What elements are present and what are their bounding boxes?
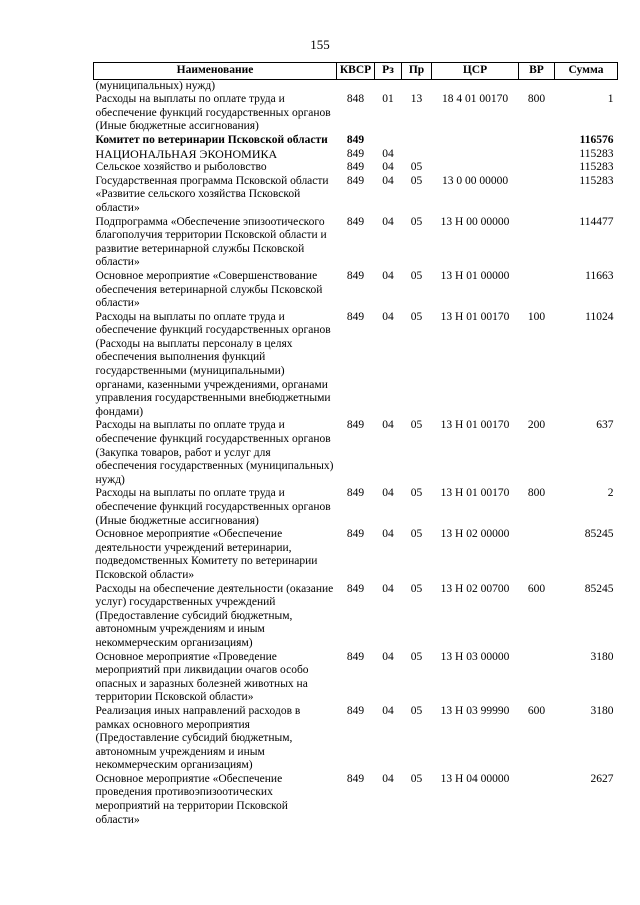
table-row <box>94 583 618 651</box>
budget-table <box>93 62 618 827</box>
cell-kvsr: 849 <box>346 215 365 228</box>
cell-sum: 114477 <box>579 215 614 228</box>
cell-csr: 13 Н 01 00170 <box>440 487 510 500</box>
cell-name: Подпрограмма «Обеспечение эпизоотического благополучия территории Псковской области и развитие ветеринарной службы Псковской области» <box>95 215 327 269</box>
cell-pr: 05 <box>410 310 423 323</box>
cell-kvsr: 849 <box>346 487 365 500</box>
cell-csr: 13 Н 03 00000 <box>440 650 510 663</box>
cell-rz: 04 <box>382 215 394 228</box>
cell-csr <box>432 134 519 148</box>
cell-csr <box>432 161 519 175</box>
cell-rz: 04 <box>382 174 394 187</box>
cell-name: (муниципальных) нужд) <box>95 79 216 92</box>
cell-pr: 05 <box>410 772 423 785</box>
cell-rz: 04 <box>382 147 394 160</box>
cell-vr <box>519 773 555 827</box>
table-row <box>94 773 618 827</box>
header-pr: Пр <box>402 63 432 80</box>
cell-name: Расходы на выплаты по оплате труда и обеспечение функций государственных органов (Закупка товаров, работ и услуг для обеспечения государственных (муниципальных) нужд) <box>95 419 334 486</box>
cell-name: Комитет по ветеринарии Псковской области <box>95 133 328 146</box>
cell-sum: 85245 <box>584 528 614 541</box>
cell-name: НАЦИОНАЛЬНАЯ ЭКОНОМИКА <box>95 146 278 161</box>
page-number: 155 <box>310 37 330 52</box>
table-row <box>94 79 618 93</box>
cell-csr: 13 Н 01 00170 <box>440 310 510 323</box>
cell-rz: 04 <box>382 582 394 595</box>
cell-sum: 3180 <box>590 650 614 663</box>
table-body <box>94 79 618 827</box>
cell-name: Основное мероприятие «Проведение мероприятий при ликвидации очагов особо опасных и заразных болезней животных на территории Псковской области» <box>95 650 309 704</box>
cell-pr: 05 <box>410 419 423 432</box>
header-csr: ЦСР <box>432 63 519 80</box>
cell-pr: 05 <box>410 161 423 174</box>
cell-vr <box>519 651 555 705</box>
table-row <box>94 148 618 162</box>
table-row <box>94 93 618 134</box>
cell-rz: 04 <box>382 704 394 717</box>
cell-vr <box>519 161 555 175</box>
cell-kvsr: 849 <box>346 528 365 541</box>
cell-sum: 115283 <box>579 174 614 187</box>
cell-vr <box>519 79 555 93</box>
cell-pr <box>402 148 432 162</box>
cell-csr: 13 Н 01 00170 <box>440 419 510 432</box>
cell-sum: 116576 <box>579 133 614 146</box>
cell-pr: 05 <box>410 582 423 595</box>
cell-csr: 18 4 01 00170 <box>441 93 509 106</box>
table-row <box>94 528 618 582</box>
cell-rz: 04 <box>382 269 394 282</box>
cell-csr: 13 Н 00 00000 <box>440 215 510 228</box>
cell-sum: 2627 <box>590 772 614 785</box>
table-row <box>94 419 618 487</box>
cell-sum: 11663 <box>585 269 614 282</box>
cell-csr: 13 Н 03 99990 <box>440 704 510 717</box>
table-row <box>94 311 618 420</box>
cell-rz: 04 <box>382 161 394 174</box>
cell-csr: 13 Н 02 00000 <box>440 528 510 541</box>
cell-kvsr: 849 <box>346 147 365 160</box>
cell-rz <box>375 134 402 148</box>
cell-csr <box>432 148 519 162</box>
cell-sum: 3180 <box>590 704 614 717</box>
cell-rz: 04 <box>382 772 394 785</box>
table-row <box>94 134 618 148</box>
header-sum: Сумма <box>555 63 618 80</box>
cell-sum <box>555 79 618 93</box>
cell-pr: 05 <box>410 650 423 663</box>
cell-sum: 11024 <box>585 310 614 323</box>
cell-kvsr: 849 <box>346 419 365 432</box>
cell-csr: 13 Н 04 00000 <box>440 772 510 785</box>
cell-kvsr: 849 <box>346 772 365 785</box>
cell-sum: 1 <box>607 93 614 106</box>
table-row <box>94 161 618 175</box>
cell-pr: 05 <box>410 269 423 282</box>
cell-kvsr: 849 <box>346 133 365 146</box>
cell-csr: 13 0 00 00000 <box>441 174 509 187</box>
table-row <box>94 175 618 216</box>
cell-kvsr: 849 <box>346 704 365 717</box>
cell-pr: 05 <box>410 528 423 541</box>
cell-kvsr: 849 <box>346 582 365 595</box>
cell-name: Основное мероприятие «Обеспечение проведения противоэпизоотических мероприятий на территории Псковской области» <box>95 772 288 826</box>
cell-kvsr: 849 <box>346 650 365 663</box>
cell-csr: 13 Н 01 00000 <box>440 269 510 282</box>
header-vr: ВР <box>519 63 555 80</box>
cell-name: Расходы на обеспечение деятельности (оказание услуг) государственных учреждений (Предоставление субсидий бюджетным, автономным учреждениям и иным некоммерческим организациям) <box>95 582 334 649</box>
cell-pr <box>402 79 432 93</box>
cell-pr: 13 <box>410 93 423 106</box>
cell-rz <box>375 79 402 93</box>
cell-sum: 637 <box>596 419 614 432</box>
table-row <box>94 651 618 705</box>
cell-vr: 600 <box>527 582 546 595</box>
cell-kvsr: 849 <box>346 161 365 174</box>
cell-rz: 04 <box>382 528 394 541</box>
cell-pr: 05 <box>410 174 423 187</box>
cell-sum: 115283 <box>579 161 614 174</box>
table-row <box>94 270 618 311</box>
cell-pr: 05 <box>410 215 423 228</box>
cell-kvsr <box>337 79 375 93</box>
cell-pr: 05 <box>410 487 423 500</box>
cell-kvsr: 849 <box>346 269 365 282</box>
table-row <box>94 705 618 773</box>
cell-name: Реализация иных направлений расходов в рамках основного мероприятия (Предоставление субсидий бюджетным, автономным учреждениям и иным некоммерческим организациям) <box>95 704 301 772</box>
cell-name: Основное мероприятие «Обеспечение деятельности учреждений ветеринарии, подведомственных Комитету по ветеринарии Псковской области» <box>95 528 318 581</box>
cell-rz: 04 <box>382 487 394 500</box>
cell-kvsr: 849 <box>346 174 365 187</box>
cell-name: Государственная программа Псковской области «Развитие сельского хозяйства Псковской области» <box>95 174 329 214</box>
cell-vr <box>519 134 555 148</box>
cell-pr: 05 <box>410 704 423 717</box>
table-row <box>94 487 618 528</box>
cell-sum: 2 <box>607 487 614 500</box>
header-kvsr: КВСР <box>337 63 375 80</box>
cell-rz: 04 <box>382 650 394 663</box>
cell-vr <box>519 216 555 270</box>
cell-csr <box>432 79 519 93</box>
cell-vr <box>519 270 555 311</box>
cell-vr <box>519 528 555 582</box>
header-rz: Рз <box>375 63 402 80</box>
cell-sum: 85245 <box>584 582 614 595</box>
cell-name: Основное мероприятие «Совершенствование обеспечения ветеринарной службы Псковской области» <box>95 269 323 310</box>
cell-vr: 800 <box>527 93 546 106</box>
cell-vr: 600 <box>527 704 546 717</box>
cell-kvsr: 848 <box>346 93 365 106</box>
cell-rz: 04 <box>382 310 394 323</box>
table-header-row <box>94 63 618 80</box>
cell-name: Расходы на выплаты по оплате труда и обеспечение функций государственных органов (Иные бюджетные ассигнования) <box>95 93 331 133</box>
header-name: Наименование <box>94 63 337 80</box>
cell-rz: 01 <box>382 93 394 106</box>
cell-pr <box>402 134 432 148</box>
cell-vr <box>519 175 555 216</box>
cell-csr: 13 Н 02 00700 <box>440 582 510 595</box>
cell-vr: 100 <box>527 310 546 323</box>
cell-name: Сельское хозяйство и рыболовство <box>95 161 267 174</box>
cell-name: Расходы на выплаты по оплате труда и обеспечение функций государственных органов (Иные бюджетные ассигнования) <box>95 487 331 527</box>
cell-vr: 200 <box>527 419 546 432</box>
table-row <box>94 216 618 270</box>
cell-name: Расходы на выплаты по оплате труда и обеспечение функций государственных органов (Расходы на выплаты персоналу в целях обеспечения выполнения функций государственными (муниципальными) органами, казенными учреждениями, органами управления государственными внебюджетными фондами) <box>95 310 331 418</box>
cell-rz: 04 <box>382 419 394 432</box>
cell-kvsr: 849 <box>346 310 365 323</box>
cell-sum: 115283 <box>579 147 614 160</box>
cell-vr: 800 <box>527 487 546 500</box>
cell-vr <box>519 148 555 162</box>
